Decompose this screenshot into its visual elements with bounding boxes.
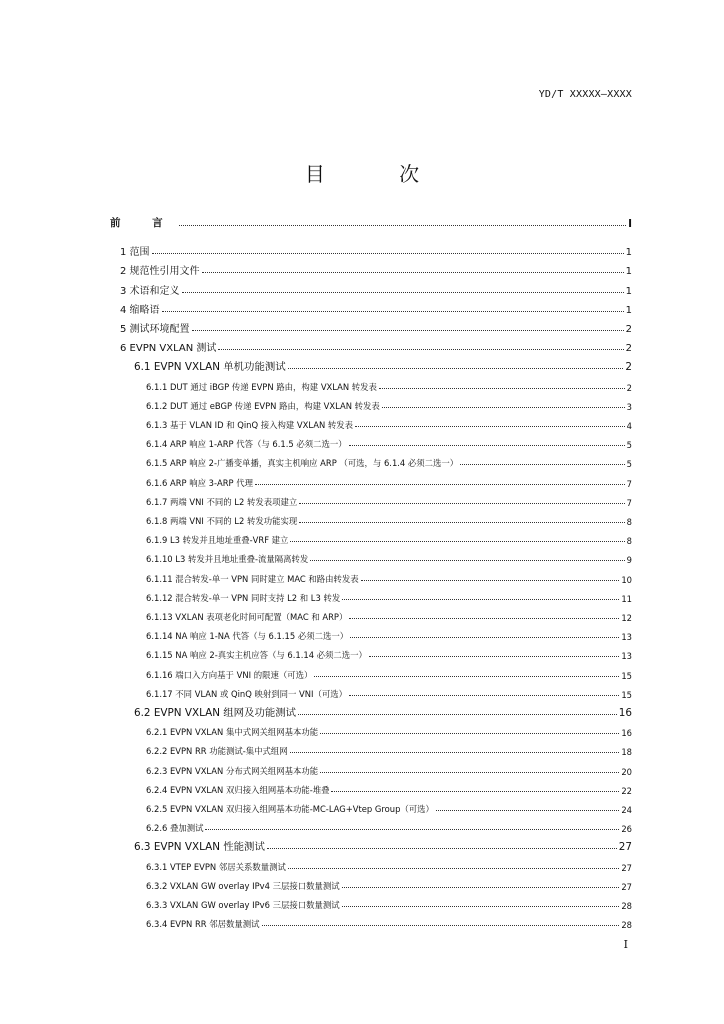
- toc-dot-leader: [299, 522, 624, 523]
- toc-dot-leader: [192, 330, 624, 331]
- toc-entry-label: 6.1.16 端口入方向基于 VNI 的限速（可选）: [146, 669, 313, 680]
- toc-entry-page: 16: [618, 707, 632, 719]
- toc-dot-leader: [361, 580, 620, 581]
- toc-entry[interactable]: [146, 914, 632, 930]
- toc-entry-page: 27: [621, 862, 632, 873]
- toc-entry-label: 6.3.3 VXLAN GW overlay IPv6 三层接口数量测试: [146, 900, 340, 910]
- toc-dot-leader: [349, 618, 619, 619]
- toc-entry[interactable]: [146, 780, 632, 796]
- toc-entry-label: 6.2.5 EVPN VXLAN 双归接入组网基本功能-MC-LAG+Vtep Group（可选）: [146, 804, 434, 814]
- toc-dot-leader: [162, 311, 624, 312]
- toc-entry-page: 22: [621, 785, 632, 796]
- toc-entry-page: 2: [625, 324, 632, 335]
- toc-dot-leader: [288, 368, 624, 369]
- toc-entry-page: 27: [621, 881, 632, 892]
- toc-dot-leader: [218, 349, 623, 350]
- toc-entry-label: 6.1.12 混合转发-单一 VPN 同时支持 L2 和 L3 转发: [146, 592, 341, 603]
- toc-dot-leader: [262, 925, 620, 926]
- toc-dot-leader: [349, 445, 625, 446]
- toc-entry[interactable]: [146, 473, 632, 489]
- toc-entry[interactable]: [146, 492, 632, 508]
- toc-dot-leader: [320, 772, 619, 773]
- toc-dot-leader: [314, 676, 619, 677]
- toc-dot-leader: [379, 388, 625, 389]
- page-title: 目 次: [304, 162, 454, 186]
- toc-entry-page: 26: [621, 824, 632, 835]
- toc-entry-label: 6.2.4 EVPN VXLAN 双归接入组网基本功能-堆叠: [146, 784, 330, 795]
- toc-entry-page: 13: [621, 651, 632, 662]
- toc-entry[interactable]: [146, 876, 632, 892]
- toc-entry[interactable]: [146, 761, 632, 777]
- toc-entry-page: 16: [621, 728, 632, 739]
- toc-entry[interactable]: [146, 569, 632, 585]
- toc-entry[interactable]: [120, 261, 632, 277]
- toc-entry[interactable]: [146, 607, 632, 623]
- toc-entry[interactable]: [146, 415, 632, 431]
- toc-entry-label: 6.1.14 NA 响应 1-NA 代答（与 6.1.15 必须二选一）: [146, 631, 349, 642]
- toc-entry-label: 6.1.11 混合转发-单一 VPN 同时建立 MAC 和路由转发表: [146, 573, 359, 584]
- toc-dot-leader: [342, 906, 620, 907]
- toc-entry-page: 27: [618, 841, 632, 854]
- toc-entry-label: 6.1.17 不同 VLAN 或 QinQ 映射到同一 VNI（可选）: [146, 688, 347, 699]
- toc-entry-page: 8: [626, 517, 632, 527]
- toc-entry-label: 6.1.3 基于 VLAN ID 和 QinQ 接入构建 VXLAN 转发表: [146, 420, 353, 430]
- toc-dot-leader: [179, 225, 626, 226]
- toc-entry-label: 6.1 EVPN VXLAN 单机功能测试: [134, 361, 286, 374]
- toc-dot-leader: [288, 868, 620, 869]
- toc-entry-label: 6.3 EVPN VXLAN 性能测试: [134, 841, 265, 854]
- toc-entry-label: 2 规范性引用文件: [120, 266, 200, 278]
- toc-entry-page: 10: [621, 574, 632, 585]
- toc-entry-page: 3: [626, 401, 632, 412]
- toc-entry[interactable]: [146, 684, 632, 700]
- toc-dot-leader: [290, 541, 624, 542]
- toc-entry-page: 1: [625, 247, 632, 259]
- toc-entry-label: 6 EVPN VXLAN 测试: [120, 343, 217, 355]
- toc-dot-leader: [350, 637, 619, 638]
- toc-dot-leader: [310, 560, 624, 561]
- toc-entry-page: 9: [626, 555, 632, 566]
- toc-entry-page: 5: [626, 459, 632, 470]
- toc-entry[interactable]: [146, 530, 632, 546]
- toc-entry-label: 6.1.1 DUT 通过 iBGP 传递 EVPN 路由，构建 VXLAN 转发表: [146, 381, 377, 392]
- toc-dot-leader: [290, 752, 620, 753]
- toc-entry-page: 2: [625, 361, 632, 374]
- toc-entry-label: 前 言: [110, 217, 177, 229]
- toc-entry[interactable]: [146, 434, 632, 450]
- toc-entry-label: 6.2.2 EVPN RR 功能测试-集中式组网: [146, 746, 288, 757]
- toc-entry-label: 4 缩略语: [120, 304, 160, 316]
- toc-entry-label: 6.1.10 L3 转发并且地址重叠-流量隔离转发: [146, 554, 309, 565]
- toc-dot-leader: [369, 656, 619, 657]
- toc-entry-label: 6.2.3 EVPN VXLAN 分布式网关组网基本功能: [146, 765, 319, 776]
- toc-entry-label: 6.1.7 两端 VNI 不同的 L2 转发表项建立: [146, 496, 298, 507]
- toc-dot-leader: [460, 464, 624, 465]
- toc-dot-leader: [320, 733, 619, 734]
- page-number: I: [623, 938, 628, 951]
- toc-entry-label: 6.1.6 ARP 响应 3-ARP 代理: [146, 477, 254, 488]
- toc-entry-label: 6.3.2 VXLAN GW overlay IPv4 三层接口数量测试: [146, 880, 340, 891]
- document-code: YD/T XXXXX—XXXX: [538, 89, 632, 100]
- toc-entry-page: 15: [621, 689, 632, 700]
- toc-entry-label: 6.1.5 ARP 响应 2-广播变单播，真实主机响应 ARP （可选，与 6.1.4 必须二选一）: [146, 458, 459, 469]
- toc-entry-label: 6.2.6 叠加测试: [146, 823, 204, 834]
- toc-entry-page: 11: [621, 593, 632, 604]
- toc-entry-label: 6.1.13 VXLAN 表项老化时间可配置（MAC 和 ARP）: [146, 612, 348, 622]
- toc-entry[interactable]: [120, 242, 632, 258]
- toc-entry[interactable]: [134, 703, 632, 719]
- toc-entry[interactable]: [120, 338, 632, 354]
- toc-entry-label: 6.3.1 VTEP EVPN 邻居关系数量测试: [146, 861, 286, 872]
- toc-entry-page: 15: [621, 670, 632, 681]
- toc-entry-label: 6.3.4 EVPN RR 邻居数量测试: [146, 919, 260, 930]
- toc-entry-page: 1: [625, 266, 632, 278]
- toc-dot-leader: [331, 791, 619, 792]
- toc-dot-leader: [342, 887, 620, 888]
- toc-entry[interactable]: [146, 722, 632, 738]
- toc-dot-leader: [182, 292, 624, 293]
- toc-entry-page: 18: [621, 747, 632, 758]
- toc-entry-label: 6.1.9 L3 转发并且地址重叠-VRF 建立: [146, 535, 289, 546]
- toc-entry[interactable]: [146, 511, 632, 527]
- toc-entry-page: 7: [626, 497, 632, 508]
- toc-entry-page: 7: [626, 478, 632, 489]
- toc-dot-leader: [202, 272, 624, 273]
- toc-entry[interactable]: [134, 837, 632, 853]
- toc-entry[interactable]: [146, 799, 632, 815]
- toc-dot-leader: [342, 599, 619, 600]
- toc-entry[interactable]: [146, 396, 632, 412]
- toc-entry[interactable]: [120, 300, 632, 316]
- toc-entry[interactable]: [146, 453, 632, 469]
- toc-entry-page: 13: [621, 632, 632, 643]
- toc-dot-leader: [267, 848, 617, 849]
- toc-entry-page: 28: [621, 901, 632, 911]
- toc-entry-label: 6.1.2 DUT 通过 eBGP 传递 EVPN 路由，构建 VXLAN 转发表: [146, 400, 380, 411]
- toc-entry[interactable]: [146, 626, 632, 642]
- toc-entry[interactable]: [146, 818, 632, 834]
- toc-entry[interactable]: [146, 377, 632, 393]
- toc-entry-label: 6.2 EVPN VXLAN 组网及功能测试: [134, 707, 297, 719]
- toc-entry-label: 1 范围: [120, 247, 150, 259]
- toc-dot-leader: [349, 695, 619, 696]
- toc-entry-page: 20: [621, 766, 632, 777]
- toc-entry[interactable]: [120, 319, 632, 335]
- toc-entry[interactable]: [134, 357, 632, 373]
- toc-entry[interactable]: [146, 549, 632, 565]
- toc-dot-leader: [255, 484, 625, 485]
- toc-entry-page: 12: [621, 613, 632, 623]
- toc-dot-leader: [205, 829, 619, 830]
- toc-entry-label: 5 测试环境配置: [120, 324, 190, 335]
- toc-entry-page: 4: [626, 421, 632, 431]
- toc-entry[interactable]: [146, 895, 632, 911]
- toc-entry-page: 28: [621, 920, 632, 931]
- toc-entry[interactable]: [110, 214, 632, 230]
- toc-dot-leader: [382, 407, 625, 408]
- toc-dot-leader: [299, 503, 624, 504]
- toc-entry-label: 6.1.8 两端 VNI 不同的 L2 转发功能实现: [146, 516, 298, 526]
- toc-entry-page: I: [628, 218, 632, 230]
- toc-entry-label: 6.1.15 NA 响应 2-真实主机应答（与 6.1.14 必须二选一）: [146, 650, 367, 661]
- toc-entry[interactable]: [146, 645, 632, 661]
- toc-entry-label: 6.1.4 ARP 响应 1-ARP 代答（与 6.1.5 必须二选一）: [146, 439, 347, 450]
- toc-entry-label: 3 术语和定义: [120, 285, 180, 297]
- toc-dot-leader: [436, 810, 619, 811]
- toc-entry-page: 1: [625, 304, 632, 316]
- toc-entry-page: 5: [626, 440, 632, 451]
- toc-entry-page: 24: [621, 805, 632, 815]
- toc-dot-leader: [152, 253, 624, 254]
- toc-entry[interactable]: [146, 857, 632, 873]
- toc-entry-page: 8: [626, 536, 632, 547]
- toc-entry-page: 2: [625, 343, 632, 355]
- toc-dot-leader: [298, 714, 617, 715]
- toc-entry[interactable]: [120, 281, 632, 297]
- toc-entry-label: 6.2.1 EVPN VXLAN 集中式网关组网基本功能: [146, 727, 319, 738]
- toc-entry[interactable]: [146, 665, 632, 681]
- toc-entry-page: 2: [626, 382, 632, 393]
- toc-entry[interactable]: [146, 741, 632, 757]
- toc-dot-leader: [355, 426, 625, 427]
- toc-entry-page: 1: [625, 285, 632, 297]
- toc-entry[interactable]: [146, 588, 632, 604]
